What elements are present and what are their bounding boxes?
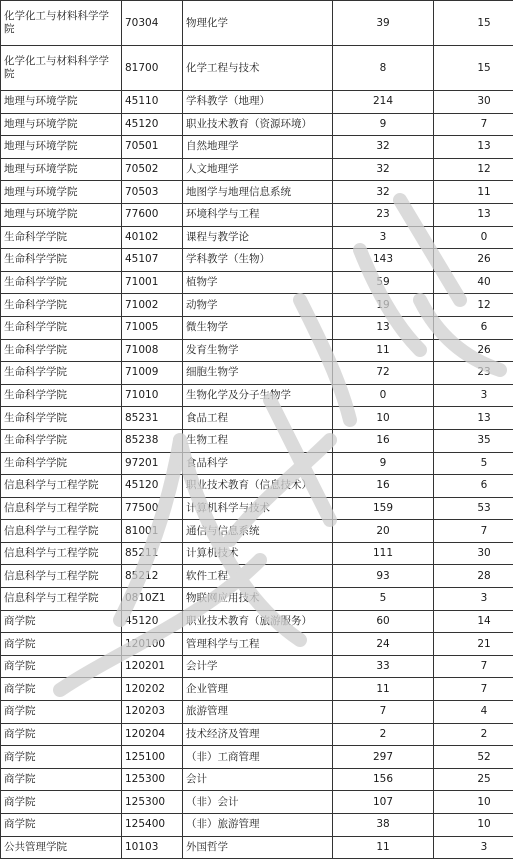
applicants-cell: 111: [333, 542, 434, 565]
code-cell: 70502: [122, 158, 183, 181]
code-cell: 40102: [122, 226, 183, 249]
code-cell: 81700: [122, 46, 183, 91]
code-cell: 45110: [122, 91, 183, 114]
college-cell: 商学院: [1, 791, 122, 814]
major-cell: 管理科学与工程: [183, 633, 333, 656]
table-row: [1, 113, 513, 136]
code-cell: 45120: [122, 610, 183, 633]
code-cell: 71008: [122, 339, 183, 362]
applicants-cell: 7: [333, 701, 434, 724]
applicants-cell: 16: [333, 475, 434, 498]
major-cell: 食品科学: [183, 452, 333, 475]
college-cell: 生命科学学院: [1, 452, 122, 475]
admitted-cell: 3: [434, 384, 513, 407]
admitted-cell: 30: [434, 542, 513, 565]
code-cell: 71002: [122, 294, 183, 317]
admitted-cell: 21: [434, 633, 513, 656]
major-cell: 食品工程: [183, 407, 333, 430]
code-cell: 97201: [122, 452, 183, 475]
college-cell: 生命科学学院: [1, 271, 122, 294]
college-cell: 商学院: [1, 746, 122, 769]
applicants-cell: 159: [333, 497, 434, 520]
applicants-cell: 59: [333, 271, 434, 294]
applicants-cell: 32: [333, 181, 434, 204]
applicants-cell: 38: [333, 814, 434, 837]
table-row: [1, 633, 513, 656]
major-cell: 植物学: [183, 271, 333, 294]
applicants-cell: 156: [333, 768, 434, 791]
applicants-cell: 297: [333, 746, 434, 769]
applicants-cell: 20: [333, 520, 434, 543]
code-cell: 45120: [122, 113, 183, 136]
code-cell: 120202: [122, 678, 183, 701]
major-cell: 环境科学与工程: [183, 203, 333, 226]
table-row: [1, 203, 513, 226]
table-row: [1, 429, 513, 452]
college-cell: 信息科学与工程学院: [1, 565, 122, 588]
table-row: [1, 678, 513, 701]
major-cell: 学科教学（地理）: [183, 91, 333, 114]
admitted-cell: 30: [434, 91, 513, 114]
major-cell: 生物工程: [183, 429, 333, 452]
table-row: [1, 158, 513, 181]
admitted-cell: 7: [434, 520, 513, 543]
college-cell: 地理与环境学院: [1, 181, 122, 204]
applicants-cell: 24: [333, 633, 434, 656]
applicants-cell: 60: [333, 610, 434, 633]
code-cell: 125100: [122, 746, 183, 769]
table-row: [1, 542, 513, 565]
applicants-cell: 10: [333, 407, 434, 430]
college-cell: 生命科学学院: [1, 429, 122, 452]
code-cell: 77500: [122, 497, 183, 520]
admitted-cell: 12: [434, 158, 513, 181]
major-cell: 物理化学: [183, 1, 333, 46]
admitted-cell: 3: [434, 836, 513, 859]
college-cell: 公共管理学院: [1, 836, 122, 859]
applicants-cell: 11: [333, 339, 434, 362]
table-row: [1, 1, 513, 46]
admitted-cell: 13: [434, 203, 513, 226]
applicants-cell: 8: [333, 46, 434, 91]
code-cell: 0810Z1: [122, 588, 183, 611]
major-cell: 地图学与地理信息系统: [183, 181, 333, 204]
major-cell: 人文地理学: [183, 158, 333, 181]
admitted-cell: 35: [434, 429, 513, 452]
major-cell: 职业技术教育（旅游服务）: [183, 610, 333, 633]
admitted-cell: 26: [434, 249, 513, 272]
table-row: [1, 294, 513, 317]
table-body: [1, 1, 513, 859]
table-row: [1, 768, 513, 791]
college-cell: 生命科学学院: [1, 339, 122, 362]
code-cell: 125400: [122, 814, 183, 837]
table-row: [1, 384, 513, 407]
table-row: [1, 136, 513, 159]
code-cell: 85211: [122, 542, 183, 565]
table-row: [1, 271, 513, 294]
table-row: [1, 836, 513, 859]
table-row: [1, 475, 513, 498]
applicants-cell: 0: [333, 384, 434, 407]
table-row: [1, 701, 513, 724]
college-cell: 地理与环境学院: [1, 158, 122, 181]
admitted-cell: 12: [434, 294, 513, 317]
major-cell: 物联网应用技术: [183, 588, 333, 611]
admitted-cell: 4: [434, 701, 513, 724]
major-cell: 发育生物学: [183, 339, 333, 362]
college-cell: 商学院: [1, 814, 122, 837]
admitted-cell: 14: [434, 610, 513, 633]
major-cell: 会计: [183, 768, 333, 791]
major-cell: （非）旅游管理: [183, 814, 333, 837]
code-cell: 85238: [122, 429, 183, 452]
admitted-cell: 23: [434, 362, 513, 385]
major-cell: 动物学: [183, 294, 333, 317]
code-cell: 71005: [122, 316, 183, 339]
applicants-cell: 16: [333, 429, 434, 452]
table-row: [1, 249, 513, 272]
major-cell: 学科教学（生物）: [183, 249, 333, 272]
major-cell: 技术经济及管理: [183, 723, 333, 746]
admitted-cell: 13: [434, 136, 513, 159]
college-cell: 生命科学学院: [1, 384, 122, 407]
admitted-cell: 25: [434, 768, 513, 791]
table-row: [1, 655, 513, 678]
college-cell: 信息科学与工程学院: [1, 542, 122, 565]
admitted-cell: 11: [434, 181, 513, 204]
admitted-cell: 3: [434, 588, 513, 611]
applicants-cell: 93: [333, 565, 434, 588]
table-row: [1, 46, 513, 91]
major-cell: 职业技术教育（资源环境）: [183, 113, 333, 136]
admitted-cell: 13: [434, 407, 513, 430]
code-cell: 120203: [122, 701, 183, 724]
major-cell: 旅游管理: [183, 701, 333, 724]
table-row: [1, 791, 513, 814]
table-row: [1, 723, 513, 746]
table-row: [1, 814, 513, 837]
table-row: [1, 497, 513, 520]
applicants-cell: 32: [333, 136, 434, 159]
major-cell: （非）工商管理: [183, 746, 333, 769]
code-cell: 120100: [122, 633, 183, 656]
code-cell: 70304: [122, 1, 183, 46]
applicants-cell: 23: [333, 203, 434, 226]
table-row: [1, 91, 513, 114]
major-cell: 课程与教学论: [183, 226, 333, 249]
college-cell: 生命科学学院: [1, 407, 122, 430]
college-cell: 地理与环境学院: [1, 203, 122, 226]
college-cell: 地理与环境学院: [1, 113, 122, 136]
college-cell: 商学院: [1, 678, 122, 701]
applicants-cell: 214: [333, 91, 434, 114]
applicants-cell: 2: [333, 723, 434, 746]
college-cell: 化学化工与材料科学学院: [1, 1, 122, 46]
applicants-cell: 72: [333, 362, 434, 385]
code-cell: 120204: [122, 723, 183, 746]
code-cell: 70503: [122, 181, 183, 204]
applicants-cell: 33: [333, 655, 434, 678]
major-cell: 会计学: [183, 655, 333, 678]
admitted-cell: 52: [434, 746, 513, 769]
college-cell: 生命科学学院: [1, 362, 122, 385]
code-cell: 70501: [122, 136, 183, 159]
applicants-cell: 19: [333, 294, 434, 317]
admitted-cell: 26: [434, 339, 513, 362]
admitted-cell: 2: [434, 723, 513, 746]
table-row: [1, 362, 513, 385]
table-row: [1, 339, 513, 362]
college-cell: 地理与环境学院: [1, 91, 122, 114]
code-cell: 120201: [122, 655, 183, 678]
admitted-cell: 10: [434, 814, 513, 837]
table-row: [1, 610, 513, 633]
table-row: [1, 746, 513, 769]
major-cell: 企业管理: [183, 678, 333, 701]
college-cell: 商学院: [1, 768, 122, 791]
major-cell: （非）会计: [183, 791, 333, 814]
admitted-cell: 7: [434, 113, 513, 136]
college-cell: 生命科学学院: [1, 249, 122, 272]
applicants-cell: 11: [333, 836, 434, 859]
admitted-cell: 7: [434, 678, 513, 701]
college-cell: 商学院: [1, 723, 122, 746]
table-row: [1, 520, 513, 543]
college-cell: 生命科学学院: [1, 316, 122, 339]
table-row: [1, 226, 513, 249]
table-row: [1, 407, 513, 430]
major-cell: 微生物学: [183, 316, 333, 339]
major-cell: 通信与信息系统: [183, 520, 333, 543]
table-row: [1, 316, 513, 339]
admitted-cell: 53: [434, 497, 513, 520]
code-cell: 125300: [122, 768, 183, 791]
college-cell: 生命科学学院: [1, 226, 122, 249]
applicants-cell: 32: [333, 158, 434, 181]
admitted-cell: 5: [434, 452, 513, 475]
college-cell: 商学院: [1, 655, 122, 678]
applicants-cell: 9: [333, 452, 434, 475]
table-row: [1, 181, 513, 204]
college-cell: 商学院: [1, 701, 122, 724]
code-cell: 71001: [122, 271, 183, 294]
college-cell: 商学院: [1, 633, 122, 656]
applicants-cell: 9: [333, 113, 434, 136]
major-cell: 生物化学及分子生物学: [183, 384, 333, 407]
major-cell: 细胞生物学: [183, 362, 333, 385]
admitted-cell: 40: [434, 271, 513, 294]
major-cell: 外国哲学: [183, 836, 333, 859]
code-cell: 85231: [122, 407, 183, 430]
applicants-cell: 39: [333, 1, 434, 46]
admitted-cell: 7: [434, 655, 513, 678]
table-row: [1, 588, 513, 611]
admitted-cell: 6: [434, 316, 513, 339]
applicants-cell: 11: [333, 678, 434, 701]
applicants-cell: 143: [333, 249, 434, 272]
code-cell: 71009: [122, 362, 183, 385]
applicants-cell: 13: [333, 316, 434, 339]
college-cell: 化学化工与材料科学学院: [1, 46, 122, 91]
admitted-cell: 28: [434, 565, 513, 588]
major-cell: 软件工程: [183, 565, 333, 588]
college-cell: 生命科学学院: [1, 294, 122, 317]
table-row: [1, 452, 513, 475]
admitted-cell: 15: [434, 1, 513, 46]
major-cell: 计算机科学与技术: [183, 497, 333, 520]
applicants-cell: 3: [333, 226, 434, 249]
code-cell: 85212: [122, 565, 183, 588]
code-cell: 45107: [122, 249, 183, 272]
college-cell: 信息科学与工程学院: [1, 520, 122, 543]
applicants-cell: 5: [333, 588, 434, 611]
code-cell: 71010: [122, 384, 183, 407]
admitted-cell: 6: [434, 475, 513, 498]
major-cell: 化学工程与技术: [183, 46, 333, 91]
college-cell: 信息科学与工程学院: [1, 588, 122, 611]
table-row: [1, 565, 513, 588]
major-cell: 职业技术教育（信息技术）: [183, 475, 333, 498]
applicants-cell: 107: [333, 791, 434, 814]
major-cell: 计算机技术: [183, 542, 333, 565]
college-cell: 信息科学与工程学院: [1, 497, 122, 520]
major-cell: 自然地理学: [183, 136, 333, 159]
code-cell: 45120: [122, 475, 183, 498]
college-cell: 商学院: [1, 610, 122, 633]
code-cell: 77600: [122, 203, 183, 226]
code-cell: 10103: [122, 836, 183, 859]
admitted-cell: 10: [434, 791, 513, 814]
code-cell: 81001: [122, 520, 183, 543]
admitted-cell: 0: [434, 226, 513, 249]
admitted-cell: 15: [434, 46, 513, 91]
code-cell: 125300: [122, 791, 183, 814]
college-cell: 信息科学与工程学院: [1, 475, 122, 498]
college-cell: 地理与环境学院: [1, 136, 122, 159]
